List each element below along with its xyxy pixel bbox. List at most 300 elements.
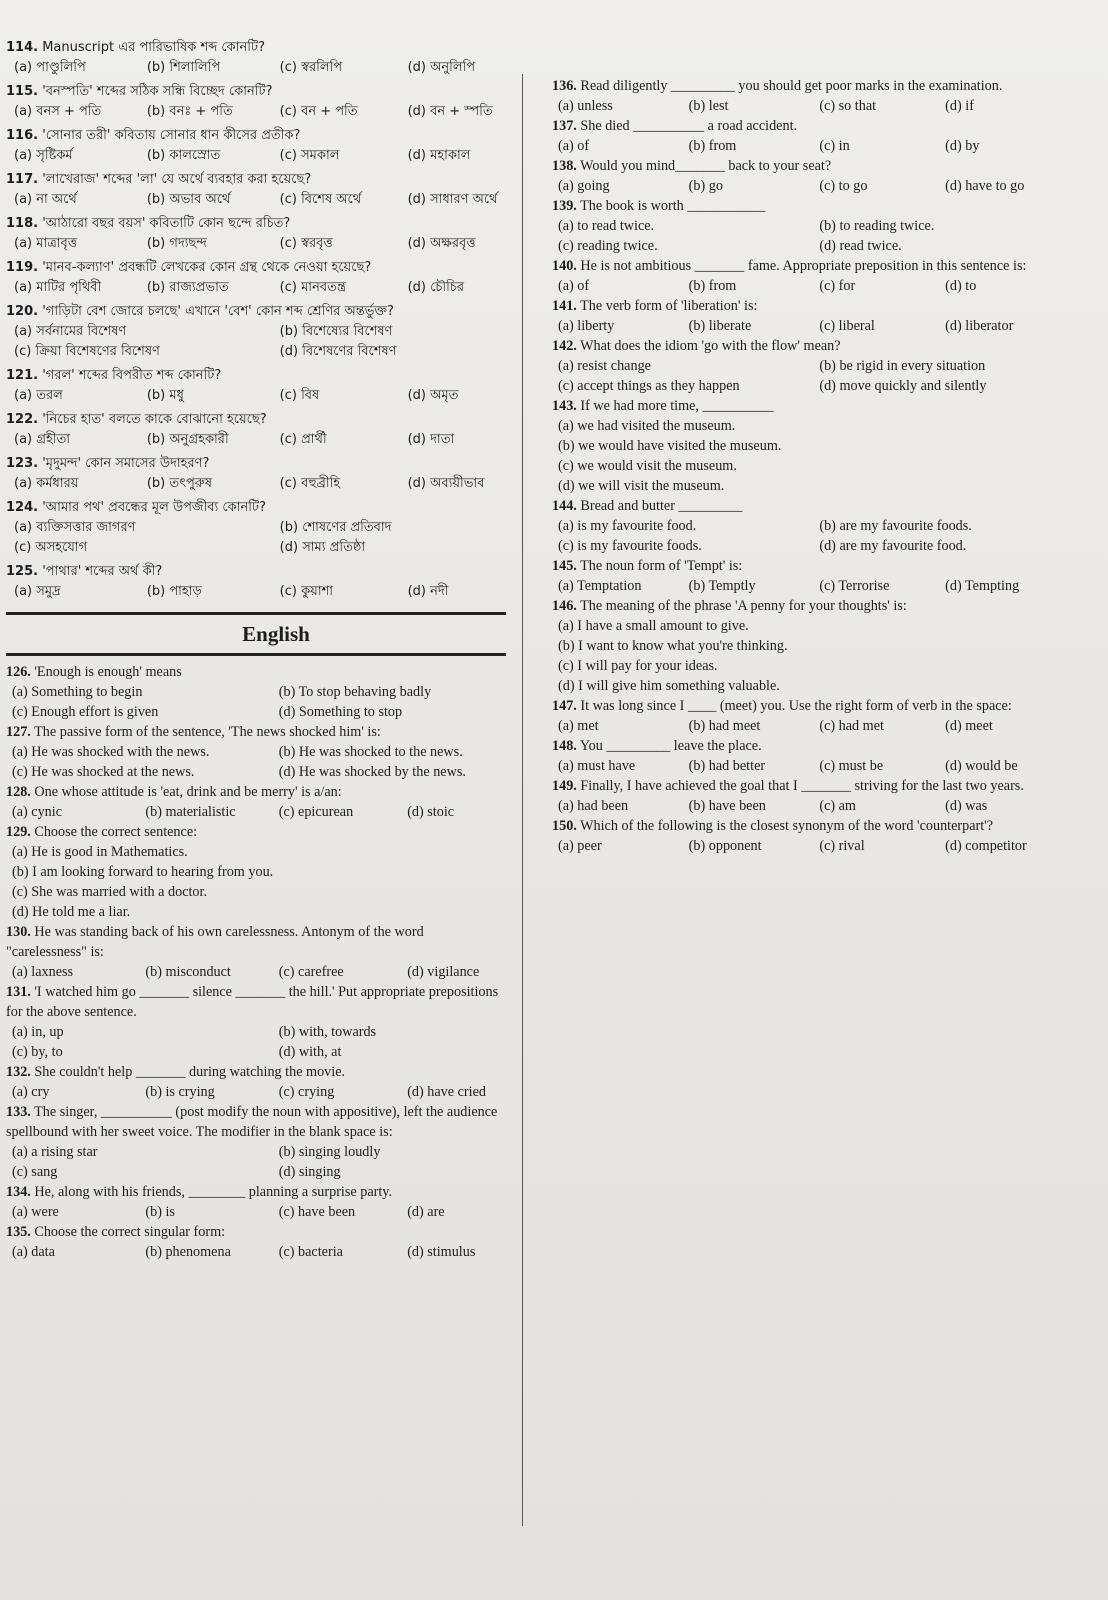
question-117	[6, 170, 506, 210]
question-text	[552, 496, 1042, 516]
question-stem: Read diligently _________ you should get poor marks in the examination.	[580, 78, 1003, 94]
option-c: (c) সমকাল	[279, 148, 340, 163]
option-b: (b) He was shocked to the news.	[278, 744, 463, 760]
options-list	[552, 716, 1042, 736]
option-c: (c) sang	[12, 1164, 58, 1180]
question-stem: The singer, __________ (post modify the noun with appositive), left the audience spellbound with her sweet voice. The modifier in the blank space is:	[6, 1104, 498, 1140]
question-stem: Choose the correct sentence:	[34, 824, 198, 840]
option-b: (b) শিলালিপি	[146, 60, 221, 75]
options-list	[6, 146, 506, 166]
question-stem: It was long since I ____ (meet) you. Use the right form of verb in the space:	[580, 698, 1012, 714]
question-stem: 'Enough is enough' means	[34, 664, 182, 680]
option-c: (c) rival	[819, 838, 865, 854]
question-text	[6, 562, 506, 582]
options-list	[6, 430, 506, 450]
question-stem: 'পাথার' শব্দের অর্থ কী?	[42, 564, 163, 579]
question-138	[552, 156, 1042, 196]
option-d: (d) liberator	[945, 318, 1014, 334]
question-text	[6, 662, 506, 682]
option-b: (b) অনুগ্রহকারী	[146, 432, 229, 447]
question-stem: He is not ambitious _______ fame. Appropriate preposition in this sentence is:	[580, 258, 1027, 274]
option-d: (d) অক্ষরবৃত্ত	[407, 236, 476, 251]
options-list	[6, 1202, 506, 1222]
question-116	[6, 126, 506, 166]
question-text	[552, 116, 1042, 136]
question-145	[552, 556, 1042, 596]
question-number: 127.	[6, 724, 31, 740]
question-number: 114.	[6, 40, 39, 55]
option-c: (c) মানবতন্ত্র	[279, 280, 346, 295]
options-list	[552, 836, 1042, 856]
question-text	[6, 454, 506, 474]
question-text	[6, 982, 506, 1022]
option-d: (d) বিশেষণের বিশেষণ	[279, 344, 397, 359]
question-number: 149.	[552, 778, 577, 794]
options-list	[6, 322, 506, 362]
section-title: English	[242, 622, 310, 646]
options-list	[6, 682, 506, 722]
options-list	[552, 276, 1042, 296]
question-text	[6, 126, 506, 146]
question-129	[6, 822, 506, 922]
options-list	[6, 278, 506, 298]
option-c: (c) She was married with a doctor.	[12, 884, 208, 900]
option-b: (b) is crying	[145, 1084, 215, 1100]
option-b: (b) we would have visited the museum.	[558, 438, 782, 454]
question-stem: The noun form of 'Tempt' is:	[580, 558, 743, 574]
question-stem: She couldn't help _______ during watching the movie.	[34, 1064, 346, 1080]
options-list	[552, 616, 1042, 696]
option-c: (c) we would visit the museum.	[558, 458, 737, 474]
option-d: (d) singing	[278, 1164, 341, 1180]
options-list	[6, 518, 506, 558]
option-c: (c) epicurean	[278, 804, 354, 820]
question-number: 126.	[6, 664, 31, 680]
question-text	[552, 696, 1042, 716]
question-number: 129.	[6, 824, 31, 840]
option-c: (c) had met	[819, 718, 884, 734]
question-stem: One whose attitude is 'eat, drink and be merry' is a/an:	[34, 784, 342, 800]
option-d: (d) have cried	[407, 1084, 486, 1100]
option-b: (b) misconduct	[145, 964, 231, 980]
question-131	[6, 982, 506, 1062]
question-148	[552, 736, 1042, 776]
question-stem: 'বনস্পতি' শব্দের সঠিক সন্ধি বিচ্ছেদ কোনটি?	[42, 84, 273, 99]
question-number: 124.	[6, 500, 39, 515]
option-b: (b) had better	[688, 758, 766, 774]
right-column	[552, 76, 1042, 856]
option-a: (a) বনস + পতি	[14, 104, 102, 119]
question-stem: 'আঠারো বছর বয়স' কবিতাটি কোন ছন্দে রচিত?	[42, 216, 291, 231]
options-list	[552, 176, 1042, 196]
english-left-section	[6, 662, 506, 1262]
question-137	[552, 116, 1042, 156]
question-number: 131.	[6, 984, 31, 1000]
question-number: 123.	[6, 456, 39, 471]
question-147	[552, 696, 1042, 736]
question-text	[552, 156, 1042, 176]
option-a: (a) data	[12, 1244, 55, 1260]
options-list	[6, 962, 506, 982]
option-d: (d) মহাকাল	[407, 148, 471, 163]
column-divider	[522, 74, 523, 1526]
left-column	[6, 38, 506, 1262]
option-a: (a) laxness	[12, 964, 74, 980]
question-text	[552, 396, 1042, 416]
options-list	[552, 136, 1042, 156]
option-b: (b) অভাব অর্থে	[146, 192, 231, 207]
options-list	[6, 1022, 506, 1062]
options-list	[552, 416, 1042, 496]
option-c: (c) carefree	[278, 964, 344, 980]
option-c: (c) by, to	[12, 1044, 63, 1060]
option-a: (a) সমুদ্র	[14, 584, 61, 599]
question-141	[552, 296, 1042, 336]
option-c: (c) প্রার্থী	[279, 432, 327, 447]
option-a: (a) of	[558, 138, 590, 154]
question-text	[6, 366, 506, 386]
option-b: (b) শোষণের প্রতিবাদ	[279, 520, 392, 535]
option-c: (c) He was shocked at the news.	[12, 764, 195, 780]
option-a: (a) must have	[558, 758, 636, 774]
option-c: (c) crying	[278, 1084, 335, 1100]
option-a: (a) is my favourite food.	[558, 518, 697, 534]
question-text	[6, 1182, 506, 1202]
question-number: 133.	[6, 1104, 31, 1120]
question-text	[6, 214, 506, 234]
option-b: (b) had meet	[688, 718, 761, 734]
options-list	[6, 742, 506, 782]
question-stem: Which of the following is the closest synonym of the word 'counterpart'?	[580, 818, 994, 834]
option-b: (b) have been	[688, 798, 766, 814]
question-133	[6, 1102, 506, 1182]
question-text	[6, 782, 506, 802]
question-text	[6, 82, 506, 102]
option-c: (c) accept things as they happen	[558, 378, 740, 394]
options-list	[552, 756, 1042, 776]
question-stem: 'মানব-কল্যাণ' প্রবন্ধটি লেখকের কোন গ্রন্থ থেকে নেওয়া হয়েছে?	[42, 260, 372, 275]
question-135	[6, 1222, 506, 1262]
option-b: (b) be rigid in every situation	[819, 358, 986, 374]
option-a: (a) a rising star	[12, 1144, 98, 1160]
question-132	[6, 1062, 506, 1102]
question-stem: 'আমার পথ' প্রবন্ধের মূল উপজীব্য কোনটি?	[42, 500, 266, 515]
option-b: (b) মধু	[146, 388, 184, 403]
question-number: 118.	[6, 216, 39, 231]
option-c: (c) is my favourite foods.	[558, 538, 702, 554]
question-stem: He was standing back of his own carelessness. Antonym of the word "carelessness" is:	[6, 924, 424, 960]
question-146	[552, 596, 1042, 696]
option-a: (a) cry	[12, 1084, 50, 1100]
option-a: (a) পাণ্ডুলিপি	[14, 60, 86, 75]
question-text	[6, 498, 506, 518]
question-text	[552, 556, 1042, 576]
question-130	[6, 922, 506, 982]
options-list	[6, 190, 506, 210]
option-a: (a) গ্রহীতা	[14, 432, 71, 447]
option-d: (d) we will visit the museum.	[558, 478, 725, 494]
option-c: (c) Terrorise	[819, 578, 890, 594]
question-stem: The passive form of the sentence, 'The news shocked him' is:	[34, 724, 381, 740]
option-c: (c) am	[819, 798, 856, 814]
question-stem: Would you mind_______ back to your seat?	[580, 158, 832, 174]
option-a: (a) had been	[558, 798, 629, 814]
option-d: (d) have to go	[945, 178, 1025, 194]
option-d: (d) with, at	[278, 1044, 342, 1060]
option-b: (b) are my favourite foods.	[819, 518, 972, 534]
option-d: (d) দাতা	[407, 432, 455, 447]
question-text	[6, 1222, 506, 1242]
question-125	[6, 562, 506, 602]
question-stem: Finally, I have achieved the goal that I _______ striving for the last two years.	[580, 778, 1024, 794]
option-d: (d) to	[945, 278, 977, 294]
option-c: (c) ক্রিয়া বিশেষণের বিশেষণ	[14, 344, 160, 359]
question-stem: 'লাখেরাজ' শব্দের 'লা' যে অর্থে ব্যবহার করা হয়েছে?	[42, 172, 312, 187]
options-list	[6, 1242, 506, 1262]
option-c: (c) in	[819, 138, 850, 154]
question-text	[6, 410, 506, 430]
question-stem: The meaning of the phrase 'A penny for your thoughts' is:	[580, 598, 907, 614]
option-b: (b) from	[688, 278, 737, 294]
option-b: (b) from	[688, 138, 737, 154]
question-stem: The verb form of 'liberation' is:	[580, 298, 758, 314]
question-text	[6, 1102, 506, 1142]
option-a: (a) ব্যক্তিসত্তার জাগরণ	[14, 520, 136, 535]
option-a: (a) সর্বনামের বিশেষণ	[14, 324, 127, 339]
question-number: 125.	[6, 564, 39, 579]
option-d: (d) He told me a liar.	[12, 904, 131, 920]
options-list	[6, 1142, 506, 1182]
option-a: (a) met	[558, 718, 599, 734]
option-a: (a) কর্মধারয়	[14, 476, 79, 491]
option-b: (b) Temptly	[688, 578, 756, 594]
question-number: 146.	[552, 598, 577, 614]
option-d: (d) He was shocked by the news.	[278, 764, 466, 780]
option-d: (d) বন + স্পতি	[407, 104, 493, 119]
option-d: (d) অনুলিপি	[407, 60, 476, 75]
question-text	[6, 722, 506, 742]
option-a: (a) peer	[558, 838, 602, 854]
question-stem: You _________ leave the place.	[579, 738, 762, 754]
option-b: (b) is	[145, 1204, 175, 1220]
question-number: 150.	[552, 818, 577, 834]
question-136	[552, 76, 1042, 116]
question-120	[6, 302, 506, 362]
option-d: (d) read twice.	[819, 238, 902, 254]
question-number: 142.	[552, 338, 577, 354]
question-number: 116.	[6, 128, 39, 143]
question-stem: 'গরল' শব্দের বিপরীত শব্দ কোনটি?	[42, 368, 222, 383]
question-149	[552, 776, 1042, 816]
question-text	[552, 736, 1042, 756]
option-c: (c) বিশেষ অর্থে	[279, 192, 362, 207]
question-stem: Manuscript এর পারিভাষিক শব্দ কোনটি?	[42, 40, 265, 55]
option-b: (b) singing loudly	[278, 1144, 381, 1160]
option-a: (a) in, up	[12, 1024, 64, 1040]
question-stem: 'সোনার তরী' কবিতায় সোনার ধান কীসের প্রতীক?	[42, 128, 301, 143]
question-143	[552, 396, 1042, 496]
options-list	[552, 356, 1042, 396]
option-b: (b) liberate	[688, 318, 752, 334]
question-number: 137.	[552, 118, 577, 134]
question-stem: He, along with his friends, ________ planning a surprise party.	[34, 1184, 393, 1200]
question-134	[6, 1182, 506, 1222]
question-127	[6, 722, 506, 782]
option-d: (d) are	[407, 1204, 445, 1220]
option-a: (a) মাত্রাবৃত্ত	[14, 236, 78, 251]
english-section-header	[6, 612, 506, 656]
question-text	[6, 258, 506, 278]
options-list	[552, 516, 1042, 556]
option-c: (c) to go	[819, 178, 868, 194]
option-c: (c) bacteria	[278, 1244, 343, 1260]
question-number: 141.	[552, 298, 577, 314]
question-text	[552, 296, 1042, 316]
option-d: (d) are my favourite food.	[819, 538, 967, 554]
question-115	[6, 82, 506, 122]
question-number: 148.	[552, 738, 577, 754]
question-139	[552, 196, 1042, 256]
option-b: (b) গদ্যছন্দ	[146, 236, 207, 251]
question-text	[552, 256, 1042, 276]
question-number: 136.	[552, 78, 577, 94]
options-list	[6, 1082, 506, 1102]
options-list	[6, 102, 506, 122]
question-text	[6, 302, 506, 322]
option-b: (b) to reading twice.	[819, 218, 935, 234]
option-c: (c) অসহযোগ	[14, 540, 88, 555]
question-text	[552, 816, 1042, 836]
option-a: (a) unless	[558, 98, 613, 114]
options-list	[552, 316, 1042, 336]
english-right-section	[552, 76, 1042, 856]
question-stem: Bread and butter _________	[580, 498, 743, 514]
option-a: (a) Something to begin	[12, 684, 143, 700]
option-d: (d) competitor	[945, 838, 1027, 854]
question-number: 147.	[552, 698, 577, 714]
option-b: (b) I want to know what you're thinking.	[558, 638, 788, 654]
question-number: 140.	[552, 258, 577, 274]
option-d: (d) অব্যয়ীভাব	[407, 476, 485, 491]
option-a: (a) of	[558, 278, 590, 294]
option-c: (c) for	[819, 278, 856, 294]
option-c: (c) I will pay for your ideas.	[558, 658, 718, 674]
question-number: 139.	[552, 198, 577, 214]
question-number: 115.	[6, 84, 39, 99]
question-118	[6, 214, 506, 254]
option-a: (a) মাটির পৃথিবী	[14, 280, 102, 295]
question-stem: The book is worth ___________	[580, 198, 766, 214]
options-list	[6, 474, 506, 494]
option-d: (d) was	[945, 798, 988, 814]
option-c: (c) স্বরবৃত্ত	[279, 236, 333, 251]
options-list	[6, 234, 506, 254]
option-a: (a) I have a small amount to give.	[558, 618, 749, 634]
option-c: (c) কুয়াশা	[279, 584, 334, 599]
option-d: (d) stoic	[407, 804, 455, 820]
option-d: (d) চৌচির	[407, 280, 464, 295]
question-number: 135.	[6, 1224, 31, 1240]
question-stem: If we had more time, __________	[580, 398, 774, 414]
option-b: (b) To stop behaving badly	[278, 684, 432, 700]
option-b: (b) lest	[688, 98, 729, 114]
question-stem: 'নিচের হাত' বলতে কাকে বোঝানো হয়েছে?	[42, 412, 267, 427]
option-a: (a) we had visited the museum.	[558, 418, 736, 434]
option-c: (c) have been	[278, 1204, 356, 1220]
question-number: 120.	[6, 304, 39, 319]
option-d: (d) I will give him something valuable.	[558, 678, 780, 694]
question-123	[6, 454, 506, 494]
section-rule-bottom	[6, 653, 506, 656]
option-d: (d) would be	[945, 758, 1018, 774]
option-a: (a) to read twice.	[558, 218, 655, 234]
options-list	[552, 796, 1042, 816]
option-c: (c) বিষ	[279, 388, 320, 403]
option-b: (b) পাহাড়	[146, 584, 202, 599]
question-121	[6, 366, 506, 406]
question-number: 130.	[6, 924, 31, 940]
question-text	[6, 822, 506, 842]
question-number: 145.	[552, 558, 577, 574]
option-b: (b) phenomena	[145, 1244, 231, 1260]
option-d: (d) if	[945, 98, 974, 114]
option-b: (b) with, towards	[278, 1024, 377, 1040]
option-a: (a) were	[12, 1204, 59, 1220]
option-a: (a) He is good in Mathematics.	[12, 844, 188, 860]
option-b: (b) রাজ্যপ্রভাত	[146, 280, 229, 295]
option-d: (d) সাম্য প্রতিষ্ঠা	[279, 540, 366, 555]
question-122	[6, 410, 506, 450]
question-number: 143.	[552, 398, 577, 414]
option-a: (a) Temptation	[558, 578, 642, 594]
question-126	[6, 662, 506, 722]
question-text	[552, 776, 1042, 796]
option-c: (c) must be	[819, 758, 884, 774]
options-list	[6, 386, 506, 406]
question-text	[6, 170, 506, 190]
option-c: (c) স্বরলিপি	[279, 60, 343, 75]
option-c: (c) বহুব্রীহি	[279, 476, 341, 491]
question-stem: 'মৃদুমন্দ' কোন সমাসের উদাহরণ?	[42, 456, 210, 471]
question-144	[552, 496, 1042, 556]
option-d: (d) vigilance	[407, 964, 480, 980]
option-d: (d) সাধারণ অর্থে	[407, 192, 498, 207]
option-b: (b) opponent	[688, 838, 762, 854]
option-c: (c) liberal	[819, 318, 875, 334]
option-b: (b) materialistic	[145, 804, 236, 820]
option-d: (d) move quickly and silently	[819, 378, 987, 394]
question-stem: Choose the correct singular form:	[34, 1224, 226, 1240]
option-b: (b) go	[688, 178, 723, 194]
option-a: (a) না অর্থে	[14, 192, 77, 207]
question-text	[6, 38, 506, 58]
question-stem: 'গাড়িটা বেশ জোরে চলছে' এখানে 'বেশ' কোন শব্দ শ্রেণির অন্তর্ভুক্ত?	[42, 304, 394, 319]
options-list	[552, 216, 1042, 256]
option-b: (b) তৎপুরুষ	[146, 476, 213, 491]
question-text	[552, 336, 1042, 356]
question-number: 138.	[552, 158, 577, 174]
option-b: (b) কালস্রোত	[146, 148, 221, 163]
question-text	[6, 1062, 506, 1082]
option-c: (c) Enough effort is given	[12, 704, 159, 720]
option-b: (b) বিশেষ্যের বিশেষণ	[279, 324, 393, 339]
question-140	[552, 256, 1042, 296]
option-a: (a) cynic	[12, 804, 63, 820]
question-stem: 'I watched him go _______ silence _______ the hill.' Put appropriate prepositions for the above sentence.	[6, 984, 499, 1020]
options-list	[6, 802, 506, 822]
option-a: (a) He was shocked with the news.	[12, 744, 210, 760]
question-128	[6, 782, 506, 822]
